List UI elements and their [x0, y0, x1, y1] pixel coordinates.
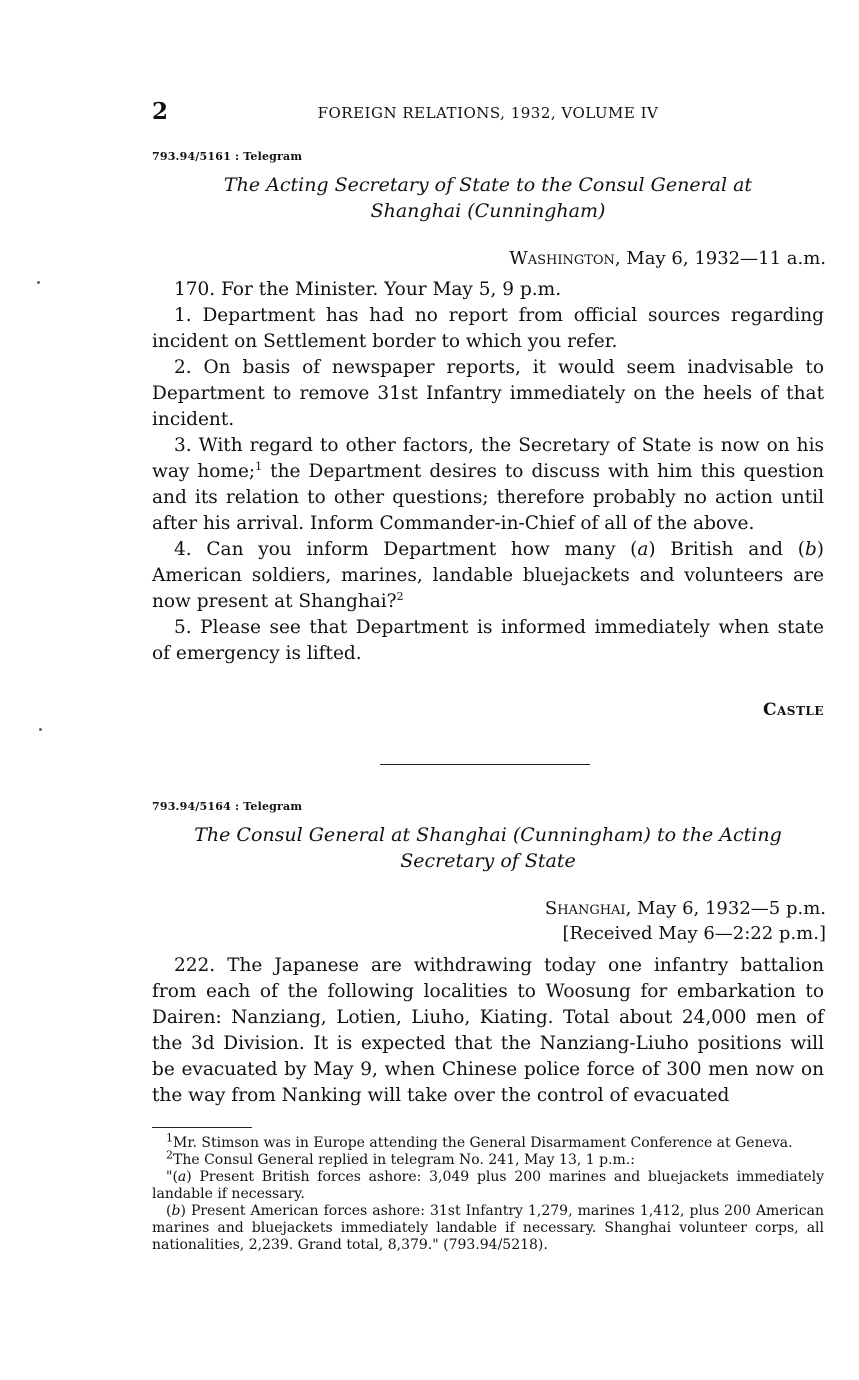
paragraph-text: 3. With regard to other factors, the Secretary of State is now on his way home; [152, 435, 824, 482]
paragraph: 5. Please see that Department is informed immediately when state of emergency is lifted. [152, 617, 824, 664]
paragraph [152, 537, 824, 615]
enumeration-letter: b [804, 539, 817, 560]
telegram-body-170 [152, 277, 824, 667]
paragraph-text: ) British and ( [648, 539, 805, 560]
enumeration-letter: a [177, 1169, 187, 1185]
dateline-date: , May 6, 1932—5 p.m. [625, 898, 826, 919]
footnote-text: The Consul General replied in telegram No. 241, May 13, 1 p.m.: [173, 1152, 635, 1168]
scan-speck [37, 281, 40, 284]
footnote-text: ) Present American forces ashore: 31st Infantry 1,279, marines 1,412, plus 200 American marines and bluejackets immediately landable if necessary. Shanghai volunteer corps, all nationalities, 2,239. Grand total, 8,379." (793.94/5218). [152, 1203, 824, 1253]
footnote-2 [152, 1148, 824, 1169]
footnote-rule [152, 1127, 252, 1128]
enumeration-letter: b [171, 1203, 181, 1219]
footnote-marker: 1 [255, 459, 263, 473]
received-line: [Received May 6—2:22 p.m.] [562, 923, 826, 944]
page-number: 2 [152, 98, 169, 125]
enumeration-letter: a [637, 539, 649, 560]
document-caption-2 [165, 822, 811, 874]
paragraph: 1. Department has had no report from official sources regarding incident on Settlement border to which you refer. [152, 305, 824, 352]
document-caption-1 [165, 172, 811, 224]
section-divider [380, 764, 590, 765]
footnote-number: 2 [166, 1148, 173, 1162]
dateline-date: , May 6, 1932—11 a.m. [614, 248, 826, 269]
paragraph [152, 433, 824, 537]
scan-speck [39, 728, 42, 731]
paragraph-text: ) American soldiers, marines, landable bluejackets and volunteers are now present at Shanghai? [152, 539, 824, 612]
page-header [152, 98, 824, 128]
footnote-text: ) Present British forces ashore: 3,049 plus 200 marines and bluejackets immediately landable if necessary. [152, 1169, 824, 1202]
caption-line: The Consul General at Shanghai (Cunningham) to the Acting [194, 824, 782, 846]
footnote-text: Mr. Stimson was in Europe attending the General Disarmament Conference at Geneva. [173, 1135, 793, 1151]
dateline-shanghai [545, 898, 826, 919]
paragraph-text: 4. Can you inform Department how many ( [174, 539, 638, 560]
footnotes [152, 1131, 824, 1254]
caption-line: The Acting Secretary of State to the Consul General at [223, 174, 753, 196]
signature: Castle [762, 700, 824, 720]
file-reference-5161: 793.94/5161 : Telegram [152, 150, 303, 163]
telegram-body-222 [152, 953, 824, 1109]
dateline-place: Washington [509, 248, 615, 269]
footnote-number: 1 [166, 1131, 173, 1145]
footnote-1 [152, 1131, 824, 1152]
paragraph-text: the Department desires to discuss with him this question and its relation to other questions; therefore probably no action until after his arrival. Inform Commander-in-Chief of all of the above. [152, 461, 824, 534]
caption-line: Shanghai (Cunningham) [370, 200, 606, 222]
paragraph: 2. On basis of newspaper reports, it would seem inadvisable to Department to remove 31st Infantry immediately on the heels of that incident. [152, 357, 824, 430]
footnote-2a [152, 1169, 824, 1203]
dateline-washington [509, 248, 826, 269]
dateline-place: Shanghai [544, 898, 626, 919]
footnote-text: ( [166, 1203, 172, 1219]
paragraph: 170. For the Minister. Your May 5, 9 p.m. [174, 279, 562, 300]
footnote-text: "( [166, 1169, 178, 1185]
footnote-marker: 2 [396, 589, 404, 603]
paragraph: 222. The Japanese are withdrawing today one infantry battalion from each of the following localities to Woosung for embarkation to Dairen: Nanziang, Lotien, Liuho, Kiating. Total about 24,000 men of the 3d Division. It is expected that the Nanziang-Liuho positions will be evacuated by May 9, when Chinese police force of 300 men now on the way from Nanking will take over the control of evacuated [152, 955, 824, 1106]
file-reference-5164: 793.94/5164 : Telegram [152, 800, 303, 813]
caption-line: Secretary of State [400, 850, 576, 872]
running-head: FOREIGN RELATIONS, 1932, VOLUME IV [317, 104, 659, 122]
footnote-2b [152, 1203, 824, 1254]
